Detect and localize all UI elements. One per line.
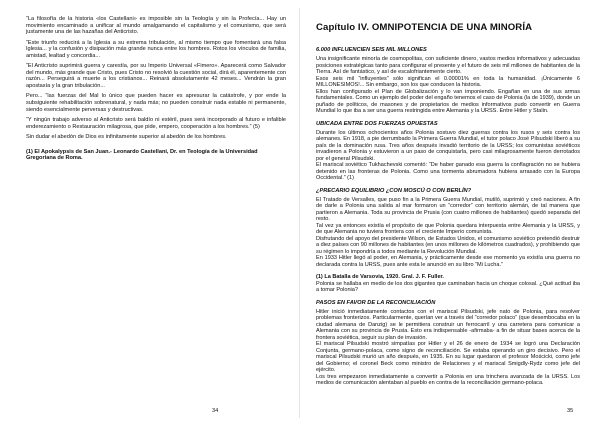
section <box>316 47 580 115</box>
section <box>316 274 580 294</box>
section-heading: 6.000 INFLUENCIEN SEIS MIL MILLONES <box>316 47 427 53</box>
footnote-reference: (1) La Batalla de Varsovia, 1920. Gral. J. F. Fuller. <box>316 274 444 280</box>
section-paragraph: Los tres empezaron inmediatamente a convertir a Polonia en una trinchera avanzada de la URSS. Los medios de comunicación alentaban al pueblo en contra de la reconciliación germano-polaca. <box>316 373 580 386</box>
section-heading: ¿PRECARIO EQUILIBRIO ¿CON MOSCÚ O CON BERLÍN? <box>316 187 472 194</box>
quote-paragraph: “Y ningún trabajo adverso al Anticristo será baldío ni estéril, pues será incorporado al futuro e infalible enderezamiento o Restauración milagrosa, que pide, empero, cooperación a los hombres.” (5) <box>26 117 286 130</box>
section-paragraph: El mariscal soviético Tukhachevski comentó: “De haber ganado esa guerra la conflagración no se hubiera detenido en las fronteras de Polonia. Como una tormenta abrumadora hubiera arrasado con la Europa Occidental.” (1) <box>316 162 580 181</box>
page-number-right: 35 <box>567 408 574 414</box>
quote-paragraph: “Este triunfo reducirá a la Iglesia a su extrema tribulación, al mismo tiempo que fomentará una falsa Iglesia... y la confusión y disipación más grande nunca entre los hombres. Rotos los vínculos de familia, amistad, lealtad y concordia... <box>26 39 286 59</box>
section-paragraph: Ellos han configurado el Plan de Globalización y lo van imponiendo. Engañan en una de sus armas fundamentales. Como un ejemplo del poder del engaño tenemos el caso de Polonia (la de 1939), donde un puñado de políticos, de masones y de propietarios de medios informativos pudo convertir en Guerra Mundial lo que iba a ser una guerra restringida entre Alemania y la URSS. Entre Hitler y Stalin. <box>316 88 580 114</box>
section <box>316 188 580 269</box>
section-paragraph: Durante los últimos ochocientos años Polonia sostuvo diez guerras contra los rusos y seis contra los alemanes. En 1918, a pie derrumbado la Primera Guerra Mundial, el tutor polaco José Pilsudski liberó a su país de la dominación rusa. Tres años después invadió territorio de la URSS; los comunistas soviéticos invadieron a Polonia y estuvieron a un paso de conquistarla, pero casi milagrosamente fueron derrotados por el general Pilsudski. <box>316 129 580 162</box>
chapter-title: Capítulo IV. OMNIPOTENCIA DE UNA MINORÍA <box>316 22 533 33</box>
section-paragraph: El Tratado de Versalles, que puso fin a la Primera Guerra Mundial, mutiló, suprimió y creó naciones. A fin de darle a Polonia una salida al mar formaron un “corredor” con territorio alemán, de tal manera que partieron a Alemania. Toda su provincia de Prusia (con cuatro millones de habitantes) quedó separada del resto. <box>316 196 580 222</box>
closing-paragraph: Sin dudar el abedón de Dios es infinitamente superior al abedón de los hombres. <box>26 134 227 141</box>
section-heading: UBICADA ENTRE DOS FUERZAS OPUESTAS <box>316 120 438 127</box>
section-paragraph: Disfrutando del apoyo del presidente Wilson, de Estados Unidos, el comunismo soviético pretendió destruir a diez países con 90 millones de habitantes (en unos millones de kilómetros cuadrados), y prohibiendo que su régimen lo impondría a todos mediante la Revolución Mundial. <box>316 235 580 255</box>
section-paragraph: Tal vez ya entonces existía el propósito de que Polonia quedara interpuesta entre Alemania y la URSS, y de que Alemania no tuviera frontera con el creciente Imperio comunista. <box>316 222 580 235</box>
section-paragraph: Esos seis mil “influyentes” sólo significan el 0.00001% en toda la humanidad. ¡Únicamente 6 MILLONESIMOS!... Sin embargo, son los que conducen la historia. <box>316 75 580 88</box>
section-paragraph: Polonia se hallaba en medio de los dos gigantes que caminaban hacia un choque colosal. ¿Qué actitud iba a tomar Polonia? <box>316 280 580 293</box>
section-paragraph: En 1933 Hitler llegó al poder, en Alemania, y prácticamente desde ese momento ya existía una guerra no declarada contra la URSS, pues ante esta le anunció en su libro “Mi Lucha.” <box>316 255 580 268</box>
section <box>316 121 580 182</box>
footnote: (1) El Apokalypsis de San Juan.- Leonardo Castellani, Dr. en Teología de la Universidad Gregoriana de Roma. <box>26 148 258 162</box>
page-number-left: 34 <box>212 408 219 414</box>
section-paragraph: Una insignificante minoría de cosmopolitas, con suficiente dinero, vastos medios informativos y adecuadas posiciones estratégicas tanto para configurar el presente y el futuro de seis mil millones de habitantes de la Tierra. Así de fantástico, y así de escalofriantemente cierto. <box>316 56 580 75</box>
section <box>316 300 580 387</box>
quote-paragraph: “La filosofía de la historia «los Castellani» es imposible sin la Teología y sin la Profecía... Hay un movimiento encaminado a unificar al mundo amalgamando el capitalismo y el comunismo, que será justamente una de las hazañas del Anticristo. <box>26 16 286 36</box>
section-paragraph: Hitler inició inmediatamente contactos con el mariscal Pilsudski, jefe nato de Polonia, para resolver problemas fronterizos. Particularmente, querían ver a través del “corredor polaco” (que desembocaba en la ciudad alemana de Danzig) se le permitiera construir un ferrocarril y una carretera para comunicar a Alemania con su provincia de Prusia. Esto era indispensable -afirmaba- a fin de situar bases acerca de la frontera soviética, seguir su plan de invasión. <box>316 308 580 341</box>
quote-paragraph: “El Anticristo suprimirá guerra y carestía, por su Imperio Universal «Fimero». Aparecerá como Salvador del mundo, más grande que Cristo, pues Cristo no resolvió la cuestión social, dirá él, aparentemente con razón... Perseguirá a muerte a los cristianos... Reinará absolutamente 42 meses... Vendrán la gran apostasía y la gran tribulación... <box>26 63 286 89</box>
quote-paragraph: Pero... “las fuerzas del Mal lo único que pueden hacer es apresurar la catástrofe, y por ende la subsiguiente rehabilitación sobrenatural, y nada más; no pueden construir nada estable ni permanente, siendo esencialmente perversas y destructivas. <box>26 93 286 113</box>
right-page <box>300 0 600 424</box>
section-heading: PASOS EN FAVOR DE LA RECONCILIACIÓN <box>316 299 436 306</box>
section-paragraph: El mariscal Pilsudski mostró simpatías por Hitler y el 26 de enero de 1934 se logró una Declaración Conjunta, germano-polaca, como signo de reconciliación. Se estaba operando un giro decisivo. Pero el mariscal Pilsudski murió un año después, en 1935. En su lugar quedaron el profesor Mościcki, como jefe del Gobierno; el coronel Beck como ministro de Relaciones y el mariscal Smigdly-Rydz como jefe del ejército. <box>316 341 580 373</box>
